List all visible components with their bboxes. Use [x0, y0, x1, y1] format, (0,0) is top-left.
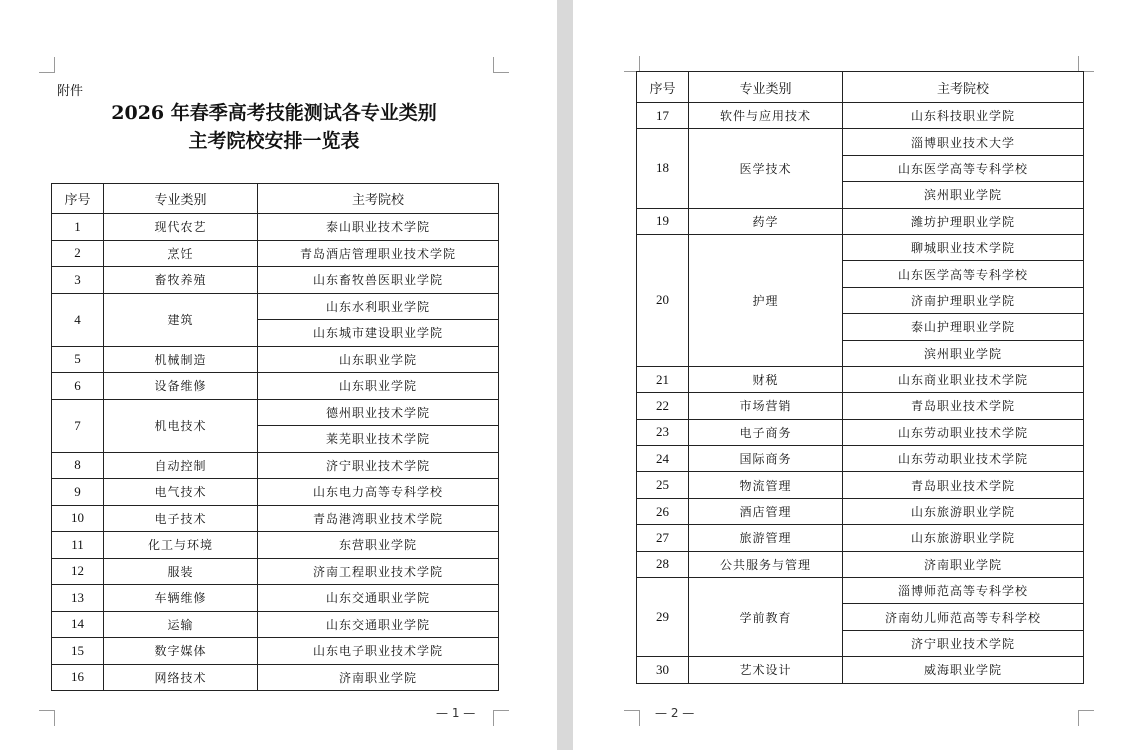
table-row	[52, 214, 499, 241]
corner-mark-top-left	[624, 56, 640, 72]
category-cell: 学前教育	[689, 578, 843, 657]
table-row	[52, 664, 499, 691]
category-cell: 畜牧养殖	[104, 267, 258, 294]
header-school: 主考院校	[258, 184, 499, 214]
row-number: 26	[637, 498, 689, 524]
category-cell: 建筑	[104, 293, 258, 346]
table-row	[52, 479, 499, 506]
school-cell: 泰山护理职业学院	[843, 314, 1084, 340]
category-cell: 服装	[104, 558, 258, 585]
row-number: 11	[52, 532, 104, 559]
table-row	[637, 419, 1084, 445]
school-cell: 济南护理职业学院	[843, 287, 1084, 313]
page-number: — 2 —	[655, 706, 695, 720]
table-row	[637, 366, 1084, 392]
table-row	[52, 532, 499, 559]
school-cell: 山东水利职业学院	[258, 293, 499, 320]
table-row	[52, 638, 499, 665]
document-title-line-2: 主考院校安排一览表	[188, 130, 360, 152]
school-cell: 济南职业学院	[258, 664, 499, 691]
row-number: 30	[637, 657, 689, 683]
school-cell: 青岛港湾职业技术学院	[258, 505, 499, 532]
school-cell: 山东交通职业学院	[258, 585, 499, 612]
table-row	[52, 452, 499, 479]
row-number: 12	[52, 558, 104, 585]
row-number: 8	[52, 452, 104, 479]
category-cell: 市场营销	[689, 393, 843, 419]
school-cell: 山东畜牧兽医职业学院	[258, 267, 499, 294]
attachment-label: 附件	[57, 84, 84, 99]
corner-mark-bottom-left	[39, 710, 55, 726]
header-category: 专业类别	[689, 72, 843, 103]
header-school: 主考院校	[843, 72, 1084, 103]
table-row	[637, 657, 1084, 683]
table-row	[52, 373, 499, 400]
school-cell: 滨州职业学院	[843, 182, 1084, 208]
category-cell: 物流管理	[689, 472, 843, 498]
school-cell: 青岛职业技术学院	[843, 472, 1084, 498]
row-number: 9	[52, 479, 104, 506]
table-row	[637, 208, 1084, 234]
table-row	[637, 472, 1084, 498]
category-cell: 药学	[689, 208, 843, 234]
table-row	[637, 234, 1084, 260]
school-cell: 德州职业技术学院	[258, 399, 499, 426]
corner-mark-bottom-right	[493, 710, 509, 726]
school-cell: 山东商业职业技术学院	[843, 366, 1084, 392]
corner-mark-top-right	[1078, 56, 1094, 72]
school-cell: 青岛酒店管理职业技术学院	[258, 240, 499, 267]
row-number: 28	[637, 551, 689, 577]
schools-table-part-1	[51, 183, 499, 691]
category-cell: 车辆维修	[104, 585, 258, 612]
category-cell: 财税	[689, 366, 843, 392]
school-cell: 淄博师范高等专科学校	[843, 578, 1084, 604]
row-number: 25	[637, 472, 689, 498]
category-cell: 自动控制	[104, 452, 258, 479]
category-cell: 酒店管理	[689, 498, 843, 524]
school-cell: 济宁职业技术学院	[258, 452, 499, 479]
school-cell: 莱芜职业技术学院	[258, 426, 499, 453]
category-cell: 公共服务与管理	[689, 551, 843, 577]
table-row	[52, 585, 499, 612]
school-cell: 济南职业学院	[843, 551, 1084, 577]
category-cell: 运输	[104, 611, 258, 638]
row-number: 29	[637, 578, 689, 657]
row-number: 27	[637, 525, 689, 551]
row-number: 18	[637, 129, 689, 208]
table-row	[637, 578, 1084, 604]
school-cell: 山东城市建设职业学院	[258, 320, 499, 347]
school-cell: 山东职业学院	[258, 373, 499, 400]
school-cell: 山东职业学院	[258, 346, 499, 373]
table-row	[637, 129, 1084, 155]
row-number: 4	[52, 293, 104, 346]
school-cell: 山东科技职业学院	[843, 103, 1084, 129]
page-gutter	[557, 0, 573, 750]
school-cell: 山东旅游职业学院	[843, 525, 1084, 551]
school-cell: 济南幼儿师范高等专科学校	[843, 604, 1084, 630]
category-cell: 数字媒体	[104, 638, 258, 665]
row-number: 17	[637, 103, 689, 129]
school-cell: 青岛职业技术学院	[843, 393, 1084, 419]
schools-table-part-2	[636, 71, 1084, 684]
category-cell: 护理	[689, 234, 843, 366]
school-cell: 山东旅游职业学院	[843, 498, 1084, 524]
school-cell: 山东医学高等专科学校	[843, 261, 1084, 287]
category-cell: 电子技术	[104, 505, 258, 532]
row-number: 5	[52, 346, 104, 373]
header-category: 专业类别	[104, 184, 258, 214]
table-row	[637, 393, 1084, 419]
category-cell: 设备维修	[104, 373, 258, 400]
table-row	[637, 103, 1084, 129]
school-cell: 济宁职业技术学院	[843, 630, 1084, 656]
row-number: 15	[52, 638, 104, 665]
row-number: 1	[52, 214, 104, 241]
school-cell: 山东电子职业技术学院	[258, 638, 499, 665]
page-number: — 1 —	[436, 706, 476, 720]
category-cell: 电气技术	[104, 479, 258, 506]
school-cell: 山东电力高等专科学校	[258, 479, 499, 506]
category-cell: 现代农艺	[104, 214, 258, 241]
row-number: 6	[52, 373, 104, 400]
table-row	[52, 611, 499, 638]
table-row	[637, 525, 1084, 551]
category-cell: 化工与环境	[104, 532, 258, 559]
table-row	[52, 240, 499, 267]
document-page-2	[573, 0, 1129, 750]
school-cell: 威海职业学院	[843, 657, 1084, 683]
table-row	[52, 267, 499, 294]
row-number: 10	[52, 505, 104, 532]
table-row	[52, 558, 499, 585]
row-number: 21	[637, 366, 689, 392]
table-row	[52, 346, 499, 373]
school-cell: 潍坊护理职业学院	[843, 208, 1084, 234]
category-cell: 旅游管理	[689, 525, 843, 551]
corner-mark-bottom-left	[624, 710, 640, 726]
school-cell: 济南工程职业技术学院	[258, 558, 499, 585]
school-cell: 山东劳动职业技术学院	[843, 446, 1084, 472]
row-number: 13	[52, 585, 104, 612]
corner-mark-top-left	[39, 57, 55, 73]
row-number: 23	[637, 419, 689, 445]
table-row	[52, 505, 499, 532]
school-cell: 滨州职业学院	[843, 340, 1084, 366]
header-no: 序号	[52, 184, 104, 214]
table-row	[637, 498, 1084, 524]
category-cell: 医学技术	[689, 129, 843, 208]
corner-mark-bottom-right	[1078, 710, 1094, 726]
table-row	[52, 293, 499, 320]
table-row	[637, 551, 1084, 577]
category-cell: 国际商务	[689, 446, 843, 472]
school-cell: 聊城职业技术学院	[843, 234, 1084, 260]
category-cell: 网络技术	[104, 664, 258, 691]
row-number: 2	[52, 240, 104, 267]
table-row	[52, 399, 499, 426]
row-number: 14	[52, 611, 104, 638]
school-cell: 山东劳动职业技术学院	[843, 419, 1084, 445]
row-number: 19	[637, 208, 689, 234]
document-title-line-1: 2026 年春季高考技能测试各专业类别	[111, 102, 437, 124]
header-no: 序号	[637, 72, 689, 103]
category-cell: 机电技术	[104, 399, 258, 452]
category-cell: 艺术设计	[689, 657, 843, 683]
category-cell: 电子商务	[689, 419, 843, 445]
table-row	[637, 446, 1084, 472]
school-cell: 淄博职业技术大学	[843, 129, 1084, 155]
document-page-1	[0, 0, 557, 750]
row-number: 3	[52, 267, 104, 294]
school-cell: 山东医学高等专科学校	[843, 155, 1084, 181]
row-number: 22	[637, 393, 689, 419]
school-cell: 东营职业学院	[258, 532, 499, 559]
row-number: 16	[52, 664, 104, 691]
category-cell: 烹饪	[104, 240, 258, 267]
row-number: 20	[637, 234, 689, 366]
row-number: 7	[52, 399, 104, 452]
school-cell: 泰山职业技术学院	[258, 214, 499, 241]
category-cell: 软件与应用技术	[689, 103, 843, 129]
corner-mark-top-right	[493, 57, 509, 73]
category-cell: 机械制造	[104, 346, 258, 373]
school-cell: 山东交通职业学院	[258, 611, 499, 638]
row-number: 24	[637, 446, 689, 472]
